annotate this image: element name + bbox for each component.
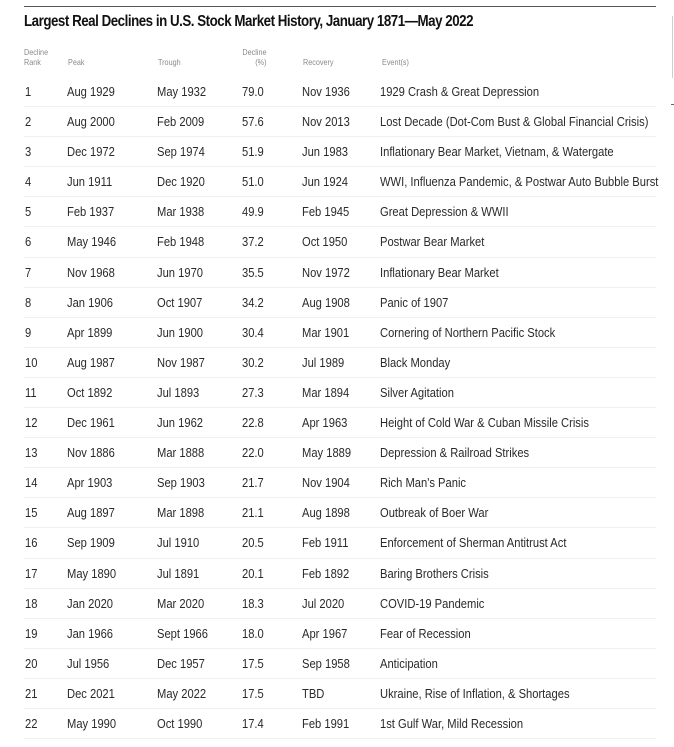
peak-cell: May 1946 bbox=[67, 234, 117, 250]
recovery-cell: Oct 1950 bbox=[302, 234, 348, 250]
event-cell: WWI, Influenza Pandemic, & Postwar Auto Bubble Burst bbox=[380, 174, 659, 190]
decline-cell: 51.0 bbox=[242, 174, 264, 190]
peak-cell: May 1890 bbox=[67, 565, 117, 581]
table-row bbox=[24, 619, 656, 649]
rank-cell: 2 bbox=[25, 114, 32, 130]
decline-cell: 17.5 bbox=[242, 685, 264, 701]
event-cell: Postwar Bear Market bbox=[380, 234, 485, 250]
event-cell: Enforcement of Sherman Antitrust Act bbox=[380, 535, 567, 551]
trough-cell: Mar 2020 bbox=[157, 595, 205, 611]
peak-cell: Oct 1892 bbox=[67, 384, 113, 400]
recovery-cell: Sep 1958 bbox=[302, 655, 350, 671]
decline-cell: 21.7 bbox=[242, 475, 264, 491]
recovery-cell: Apr 1967 bbox=[302, 625, 348, 641]
peak-cell: Aug 1987 bbox=[67, 354, 115, 370]
rank-cell: 6 bbox=[25, 234, 32, 250]
decline-cell: 27.3 bbox=[242, 384, 264, 400]
decline-cell: 51.9 bbox=[242, 144, 264, 160]
recovery-cell: Aug 1908 bbox=[302, 294, 350, 310]
peak-cell: Nov 1886 bbox=[67, 445, 115, 461]
trough-cell: Jun 1900 bbox=[157, 324, 204, 340]
event-cell: Cornering of Northern Pacific Stock bbox=[380, 324, 556, 340]
table-row bbox=[24, 288, 656, 318]
event-cell: Black Monday bbox=[380, 354, 451, 370]
header-recovery: Recovery bbox=[303, 57, 334, 67]
decline-cell: 17.4 bbox=[242, 715, 264, 731]
decline-cell: 22.0 bbox=[242, 445, 264, 461]
peak-cell: May 1990 bbox=[67, 715, 117, 731]
event-cell: Outbreak of Boer War bbox=[380, 505, 489, 521]
header-decline-line2: (%) bbox=[255, 57, 267, 67]
trough-cell: Jul 1893 bbox=[157, 384, 200, 400]
table-row bbox=[24, 679, 656, 709]
edge-border bbox=[672, 16, 673, 78]
decline-cell: 49.9 bbox=[242, 204, 264, 220]
recovery-cell: Nov 2013 bbox=[302, 114, 350, 130]
table-row bbox=[24, 528, 656, 558]
peak-cell: Jan 1966 bbox=[67, 625, 114, 641]
recovery-cell: Apr 1963 bbox=[302, 415, 348, 431]
header-rank bbox=[24, 47, 48, 67]
table-row bbox=[24, 167, 659, 197]
event-cell: Ukraine, Rise of Inflation, & Shortages bbox=[380, 685, 570, 701]
header-trough: Trough bbox=[158, 57, 181, 67]
header-rank-line2: Rank bbox=[24, 57, 41, 67]
recovery-cell: Aug 1898 bbox=[302, 505, 350, 521]
trough-cell: Mar 1888 bbox=[157, 445, 205, 461]
decline-cell: 17.5 bbox=[242, 655, 264, 671]
peak-cell: Sep 1909 bbox=[67, 535, 115, 551]
recovery-cell: Feb 1991 bbox=[302, 715, 350, 731]
table-row bbox=[24, 227, 656, 257]
peak-cell: Jan 1906 bbox=[67, 294, 114, 310]
event-cell: 1st Gulf War, Mild Recession bbox=[380, 715, 524, 731]
recovery-cell: Mar 1894 bbox=[302, 384, 350, 400]
peak-cell: Apr 1903 bbox=[67, 475, 113, 491]
decline-cell: 30.2 bbox=[242, 354, 264, 370]
rank-cell: 7 bbox=[25, 264, 32, 280]
event-cell: Great Depression & WWII bbox=[380, 204, 509, 220]
decline-cell: 35.5 bbox=[242, 264, 264, 280]
table-row bbox=[24, 438, 656, 468]
decline-cell: 22.8 bbox=[242, 415, 264, 431]
peak-cell: Dec 2021 bbox=[67, 685, 115, 701]
trough-cell: Nov 1987 bbox=[157, 354, 205, 370]
table-row bbox=[24, 258, 656, 288]
decline-cell: 18.0 bbox=[242, 625, 264, 641]
table-row bbox=[24, 378, 656, 408]
event-cell: Inflationary Bear Market, Vietnam, & Watergate bbox=[380, 144, 614, 160]
event-cell: Fear of Recession bbox=[380, 625, 471, 641]
event-cell: Depression & Railroad Strikes bbox=[380, 445, 530, 461]
recovery-cell: Jul 2020 bbox=[302, 595, 345, 611]
rank-cell: 20 bbox=[25, 655, 38, 671]
rank-cell: 18 bbox=[25, 595, 38, 611]
rank-cell: 3 bbox=[25, 144, 32, 160]
trough-cell: Jun 1970 bbox=[157, 264, 204, 280]
peak-cell: Jul 1956 bbox=[67, 655, 110, 671]
recovery-cell: Feb 1892 bbox=[302, 565, 350, 581]
peak-cell: Feb 1937 bbox=[67, 204, 115, 220]
rank-cell: 15 bbox=[25, 505, 38, 521]
recovery-cell: Feb 1945 bbox=[302, 204, 350, 220]
table-body bbox=[24, 77, 659, 739]
rank-cell: 1 bbox=[25, 84, 32, 99]
peak-cell: Jun 1911 bbox=[67, 174, 113, 190]
trough-cell: May 1932 bbox=[157, 84, 207, 99]
peak-cell: Dec 1972 bbox=[67, 144, 115, 160]
trough-cell: Dec 1920 bbox=[157, 174, 205, 190]
decline-cell: 20.5 bbox=[242, 535, 264, 551]
rank-cell: 10 bbox=[25, 354, 38, 370]
rank-cell: 9 bbox=[25, 324, 32, 340]
recovery-cell: Jun 1924 bbox=[302, 174, 349, 190]
event-cell: 1929 Crash & Great Depression bbox=[380, 84, 540, 99]
decline-cell: 79.0 bbox=[242, 84, 264, 99]
table-row bbox=[24, 348, 656, 378]
decline-cell: 34.2 bbox=[242, 294, 264, 310]
table-row bbox=[24, 408, 656, 438]
trough-cell: Mar 1938 bbox=[157, 204, 205, 220]
trough-cell: Dec 1957 bbox=[157, 655, 205, 671]
event-cell: Rich Man's Panic bbox=[380, 475, 467, 491]
trough-cell: Jul 1910 bbox=[157, 535, 200, 551]
rank-cell: 21 bbox=[25, 685, 38, 701]
peak-cell: Nov 1968 bbox=[67, 264, 115, 280]
trough-cell: Jun 1962 bbox=[157, 415, 204, 431]
recovery-cell: Jul 1989 bbox=[302, 354, 345, 370]
event-cell: Lost Decade (Dot-Com Bust & Global Financial Crisis) bbox=[380, 114, 649, 130]
table-row bbox=[24, 649, 656, 679]
trough-cell: Mar 1898 bbox=[157, 505, 205, 521]
recovery-cell: May 1889 bbox=[302, 445, 352, 461]
decline-cell: 18.3 bbox=[242, 595, 264, 611]
rank-cell: 8 bbox=[25, 294, 32, 310]
trough-cell: Oct 1990 bbox=[157, 715, 203, 731]
peak-cell: Jan 2020 bbox=[67, 595, 114, 611]
rank-cell: 5 bbox=[25, 204, 32, 220]
trough-cell: Sep 1903 bbox=[157, 475, 205, 491]
table-title: Largest Real Declines in U.S. Stock Market History, January 1871—May 2022 bbox=[24, 13, 474, 30]
table-row bbox=[24, 137, 656, 167]
table-row bbox=[24, 498, 656, 528]
table-row bbox=[24, 318, 656, 348]
rank-cell: 11 bbox=[25, 384, 37, 400]
peak-cell: Dec 1961 bbox=[67, 415, 115, 431]
recovery-cell: Nov 1904 bbox=[302, 475, 350, 491]
table-row bbox=[24, 589, 656, 619]
rank-cell: 17 bbox=[25, 565, 38, 581]
recovery-cell: Mar 1901 bbox=[302, 324, 350, 340]
event-cell: Panic of 1907 bbox=[380, 294, 449, 310]
table-row bbox=[24, 559, 656, 589]
peak-cell: Aug 1929 bbox=[67, 84, 115, 99]
table-row bbox=[24, 709, 656, 739]
recovery-cell: Nov 1972 bbox=[302, 264, 350, 280]
rank-cell: 16 bbox=[25, 535, 38, 551]
header-decline-line1: Decline bbox=[242, 47, 267, 57]
table-row bbox=[24, 107, 656, 137]
recovery-cell: Nov 1936 bbox=[302, 84, 350, 99]
peak-cell: Aug 2000 bbox=[67, 114, 115, 130]
event-cell: Baring Brothers Crisis bbox=[380, 565, 489, 581]
event-cell: Height of Cold War & Cuban Missile Crisis bbox=[380, 415, 589, 431]
rank-cell: 22 bbox=[25, 715, 38, 731]
table-row bbox=[24, 77, 656, 107]
recovery-cell: Feb 1911 bbox=[302, 535, 349, 551]
rank-cell: 19 bbox=[25, 625, 38, 641]
rank-cell: 14 bbox=[25, 475, 38, 491]
decline-cell: 21.1 bbox=[242, 505, 264, 521]
decline-cell: 20.1 bbox=[242, 565, 264, 581]
table-row bbox=[24, 197, 656, 227]
trough-cell: Feb 2009 bbox=[157, 114, 205, 130]
rank-cell: 4 bbox=[25, 174, 32, 190]
rank-cell: 13 bbox=[25, 445, 38, 461]
trough-cell: Oct 1907 bbox=[157, 294, 203, 310]
recovery-cell: Jun 1983 bbox=[302, 144, 349, 160]
event-cell: Anticipation bbox=[380, 655, 438, 671]
header-decline bbox=[241, 47, 267, 67]
trough-cell: Sept 1966 bbox=[157, 625, 208, 641]
peak-cell: Aug 1897 bbox=[67, 505, 115, 521]
header-events: Event(s) bbox=[382, 57, 409, 67]
recovery-cell: TBD bbox=[302, 685, 325, 701]
table-row bbox=[24, 468, 656, 498]
event-cell: Inflationary Bear Market bbox=[380, 264, 499, 280]
trough-cell: May 2022 bbox=[157, 685, 207, 701]
trough-cell: Feb 1948 bbox=[157, 234, 205, 250]
header-rank-line1: Decline bbox=[24, 47, 49, 57]
trough-cell: Sep 1974 bbox=[157, 144, 205, 160]
event-cell: COVID-19 Pandemic bbox=[380, 595, 485, 611]
peak-cell: Apr 1899 bbox=[67, 324, 113, 340]
top-rule bbox=[24, 6, 656, 7]
event-cell: Silver Agitation bbox=[380, 384, 454, 400]
decline-cell: 37.2 bbox=[242, 234, 264, 250]
trough-cell: Jul 1891 bbox=[157, 565, 200, 581]
decline-cell: 57.6 bbox=[242, 114, 264, 130]
rank-cell: 12 bbox=[25, 415, 38, 431]
header-peak: Peak bbox=[68, 57, 85, 67]
decline-cell: 30.4 bbox=[242, 324, 264, 340]
